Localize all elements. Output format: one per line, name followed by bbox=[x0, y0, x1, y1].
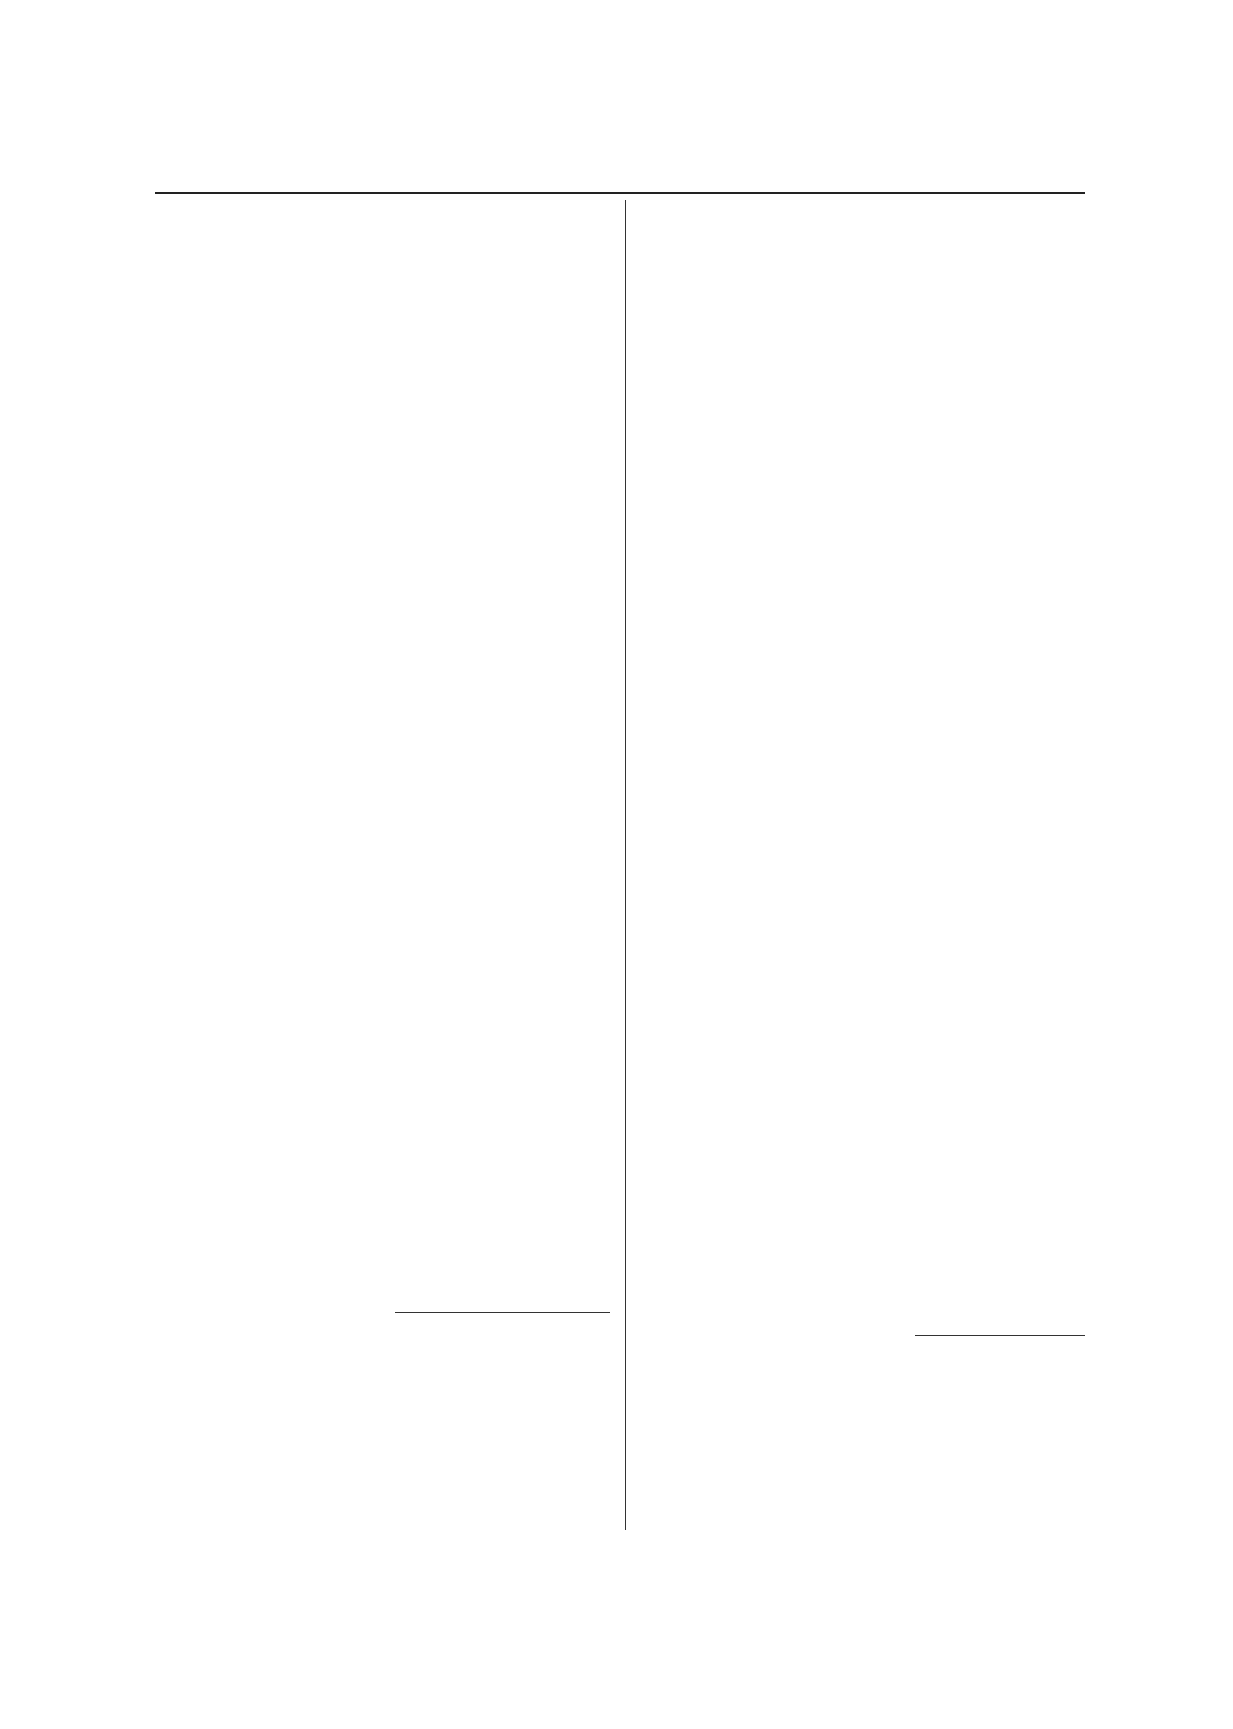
footnote-rule-right bbox=[915, 1335, 1085, 1336]
left-column bbox=[155, 205, 610, 1315]
footnote-rule-left bbox=[395, 1312, 610, 1313]
footnotes-right bbox=[640, 1345, 1085, 1515]
column-divider bbox=[625, 200, 626, 1530]
header-rule bbox=[155, 192, 1085, 194]
right-column bbox=[640, 205, 1085, 1315]
footnotes-left bbox=[155, 1322, 610, 1532]
